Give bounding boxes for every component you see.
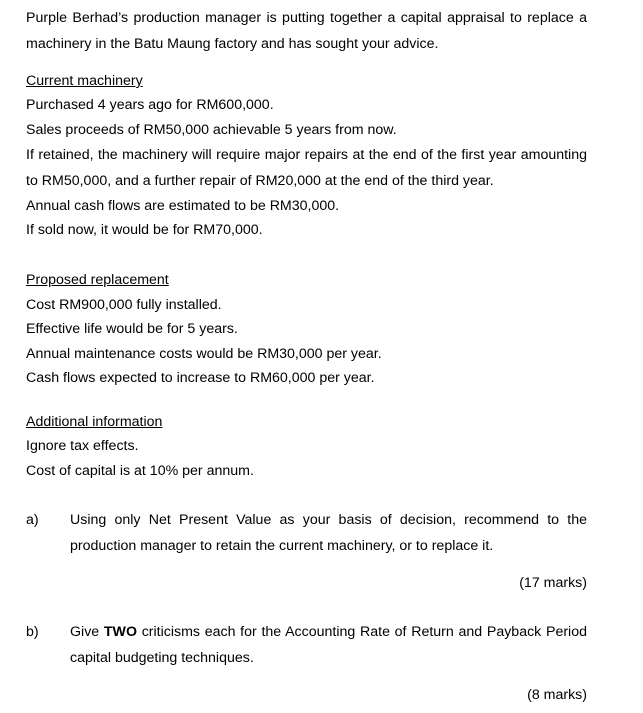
intro-line-2: machinery in the Batu Maung factory and has sought your advice. xyxy=(26,36,439,52)
question-b-marks: (8 marks) xyxy=(527,687,587,703)
additional-line-1: Ignore tax effects. xyxy=(26,438,139,454)
question-b-line-1-post: criticisms each for the Accounting Rate of Return and Payback Period xyxy=(136,624,587,640)
question-b-emphasis: TWO xyxy=(103,624,137,640)
proposed-replacement-heading: Proposed replacement xyxy=(26,272,169,288)
proposed-line-3: Annual maintenance costs would be RM30,000 per year. xyxy=(26,346,382,362)
question-b-line-1-pre: Give xyxy=(70,624,104,640)
intro-line-1: Purple Berhad’s production manager is putting together a capital appraisal to replace a xyxy=(26,10,587,26)
proposed-line-1: Cost RM900,000 fully installed. xyxy=(26,297,222,313)
current-line-4: to RM50,000, and a further repair of RM20,000 at the end of the third year. xyxy=(26,173,494,189)
current-line-5: Annual cash flows are estimated to be RM30,000. xyxy=(26,198,340,214)
current-line-2: Sales proceeds of RM50,000 achievable 5 years from now. xyxy=(26,122,397,138)
question-b-label: b) xyxy=(26,624,39,640)
proposed-line-2: Effective life would be for 5 years. xyxy=(26,321,238,337)
current-machinery-heading: Current machinery xyxy=(26,73,143,89)
current-line-1: Purchased 4 years ago for RM600,000. xyxy=(26,97,274,113)
proposed-line-4: Cash flows expected to increase to RM60,000 per year. xyxy=(26,370,375,386)
question-a-line-1: Using only Net Present Value as your basis of decision, recommend to the xyxy=(70,512,587,528)
question-a-line-2: production manager to retain the current machinery, or to replace it. xyxy=(70,538,494,554)
question-b-line-2: capital budgeting techniques. xyxy=(70,650,254,666)
question-a-marks: (17 marks) xyxy=(519,575,587,591)
question-b-line-1 xyxy=(70,623,587,641)
additional-line-2: Cost of capital is at 10% per annum. xyxy=(26,463,254,479)
question-a-label: a) xyxy=(26,512,39,528)
current-line-3: If retained, the machinery will require major repairs at the end of the first year amounting xyxy=(26,147,587,163)
current-line-6: If sold now, it would be for RM70,000. xyxy=(26,222,263,238)
additional-information-heading: Additional information xyxy=(26,414,163,430)
